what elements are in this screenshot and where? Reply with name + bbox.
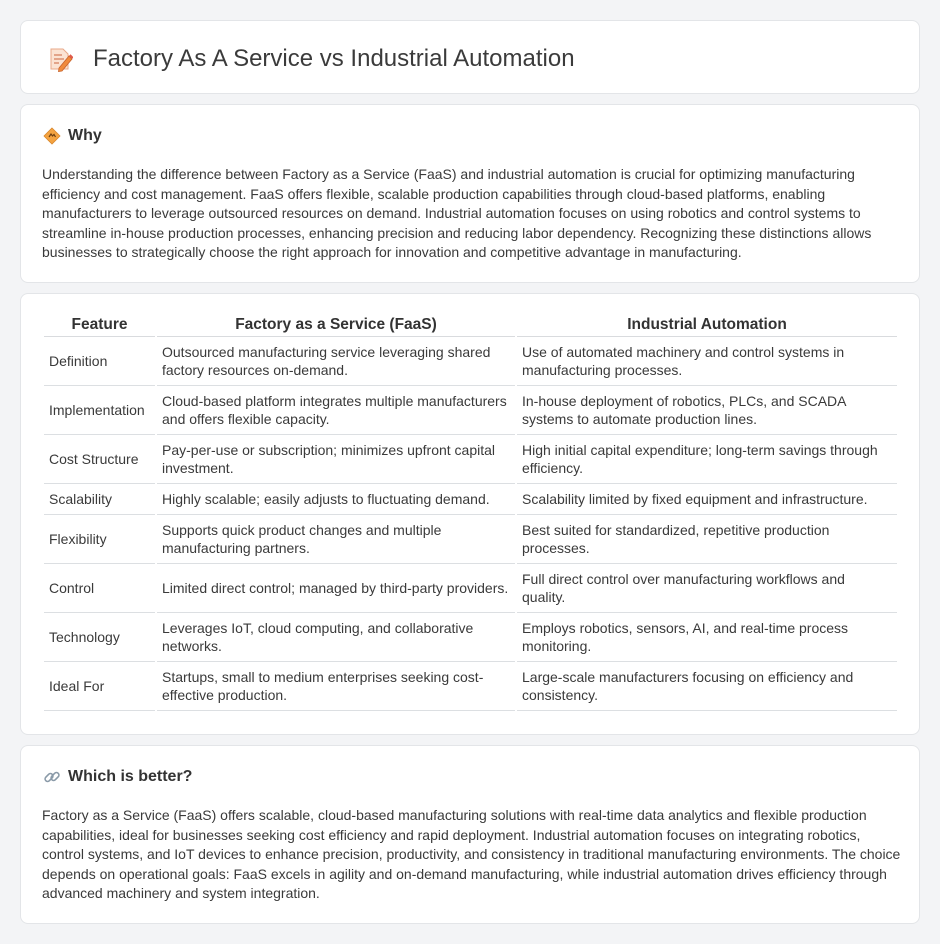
ia-cell: Best suited for standardized, repetitive production processes.	[517, 515, 897, 564]
feature-cell: Scalability	[44, 484, 155, 515]
feature-cell: Cost Structure	[44, 435, 155, 484]
why-header	[43, 127, 102, 145]
link-icon	[43, 768, 61, 786]
better-heading: Which is better?	[68, 768, 193, 785]
faas-cell: Pay-per-use or subscription; minimizes upfront capital investment.	[157, 435, 515, 484]
which-is-better-section	[20, 745, 920, 924]
better-header	[43, 768, 192, 786]
ia-cell: Full direct control over manufacturing workflows and quality.	[517, 564, 897, 613]
feature-cell: Technology	[44, 613, 155, 662]
ia-cell: Employs robotics, sensors, AI, and real-time process monitoring.	[517, 613, 897, 662]
table-row	[44, 515, 897, 564]
page-title: Factory As A Service vs Industrial Automation	[93, 45, 575, 72]
title-row	[47, 45, 575, 73]
table-row	[44, 484, 897, 515]
diamond-sign-icon	[43, 127, 61, 145]
faas-cell: Leverages IoT, cloud computing, and collaborative networks.	[157, 613, 515, 662]
feature-cell: Control	[44, 564, 155, 613]
comparison-table	[42, 315, 899, 711]
faas-cell: Supports quick product changes and multiple manufacturing partners.	[157, 515, 515, 564]
table-row	[44, 337, 897, 386]
why-section	[20, 104, 920, 283]
ia-cell: Use of automated machinery and control systems in manufacturing processes.	[517, 337, 897, 386]
header-feature: Feature	[44, 315, 155, 337]
table-row	[44, 613, 897, 662]
ia-cell: High initial capital expenditure; long-term savings through efficiency.	[517, 435, 897, 484]
table-row	[44, 435, 897, 484]
feature-cell: Implementation	[44, 386, 155, 435]
faas-cell: Startups, small to medium enterprises seeking cost-effective production.	[157, 662, 515, 711]
feature-cell: Definition	[44, 337, 155, 386]
faas-cell: Limited direct control; managed by third-party providers.	[157, 564, 515, 613]
table-header-row	[44, 315, 897, 337]
ia-cell: Scalability limited by fixed equipment and infrastructure.	[517, 484, 897, 515]
better-text: Factory as a Service (FaaS) offers scalable, cloud-based manufacturing solutions with real-time data analytics and flexible production capabilities, ideal for businesses seeking cost efficiency and rapid deployment. Industrial automation focuses on integrating robotics, control systems, and IoT devices to enhance precision, productivity, and consistency in traditional manufacturing environments. The choice depends on operational goals: FaaS excels in agility and on-demand manufacturing, while industrial automation drives efficiency through advanced machinery and system integration.	[42, 807, 901, 901]
feature-cell: Flexibility	[44, 515, 155, 564]
why-text: Understanding the difference between Factory as a Service (FaaS) and industrial automation is crucial for optimizing manufacturing efficiency and cost management. FaaS offers flexible, scalable production capabilities through cloud-based platforms, enabling manufacturers to leverage outsourced resources on demand. Industrial automation focuses on using robotics and control systems to streamline in-house production processes, enhancing precision and reducing labor dependency. Recognizing these distinctions allows businesses to strategically choose the right approach for innovation and competitive advantage in manufacturing.	[42, 166, 872, 260]
table-row	[44, 386, 897, 435]
why-heading: Why	[68, 127, 102, 144]
ia-cell: Large-scale manufacturers focusing on efficiency and consistency.	[517, 662, 897, 711]
title-card	[20, 20, 920, 94]
faas-cell: Highly scalable; easily adjusts to fluctuating demand.	[157, 484, 515, 515]
faas-cell: Outsourced manufacturing service leveraging shared factory resources on-demand.	[157, 337, 515, 386]
comparison-section	[20, 293, 920, 735]
header-industrial-automation: Industrial Automation	[517, 315, 897, 337]
table-row	[44, 662, 897, 711]
table-row	[44, 564, 897, 613]
faas-cell: Cloud-based platform integrates multiple manufacturers and offers flexible capacity.	[157, 386, 515, 435]
document-pencil-icon	[47, 46, 73, 72]
ia-cell: In-house deployment of robotics, PLCs, and SCADA systems to automate production lines.	[517, 386, 897, 435]
feature-cell: Ideal For	[44, 662, 155, 711]
header-faas: Factory as a Service (FaaS)	[157, 315, 515, 337]
